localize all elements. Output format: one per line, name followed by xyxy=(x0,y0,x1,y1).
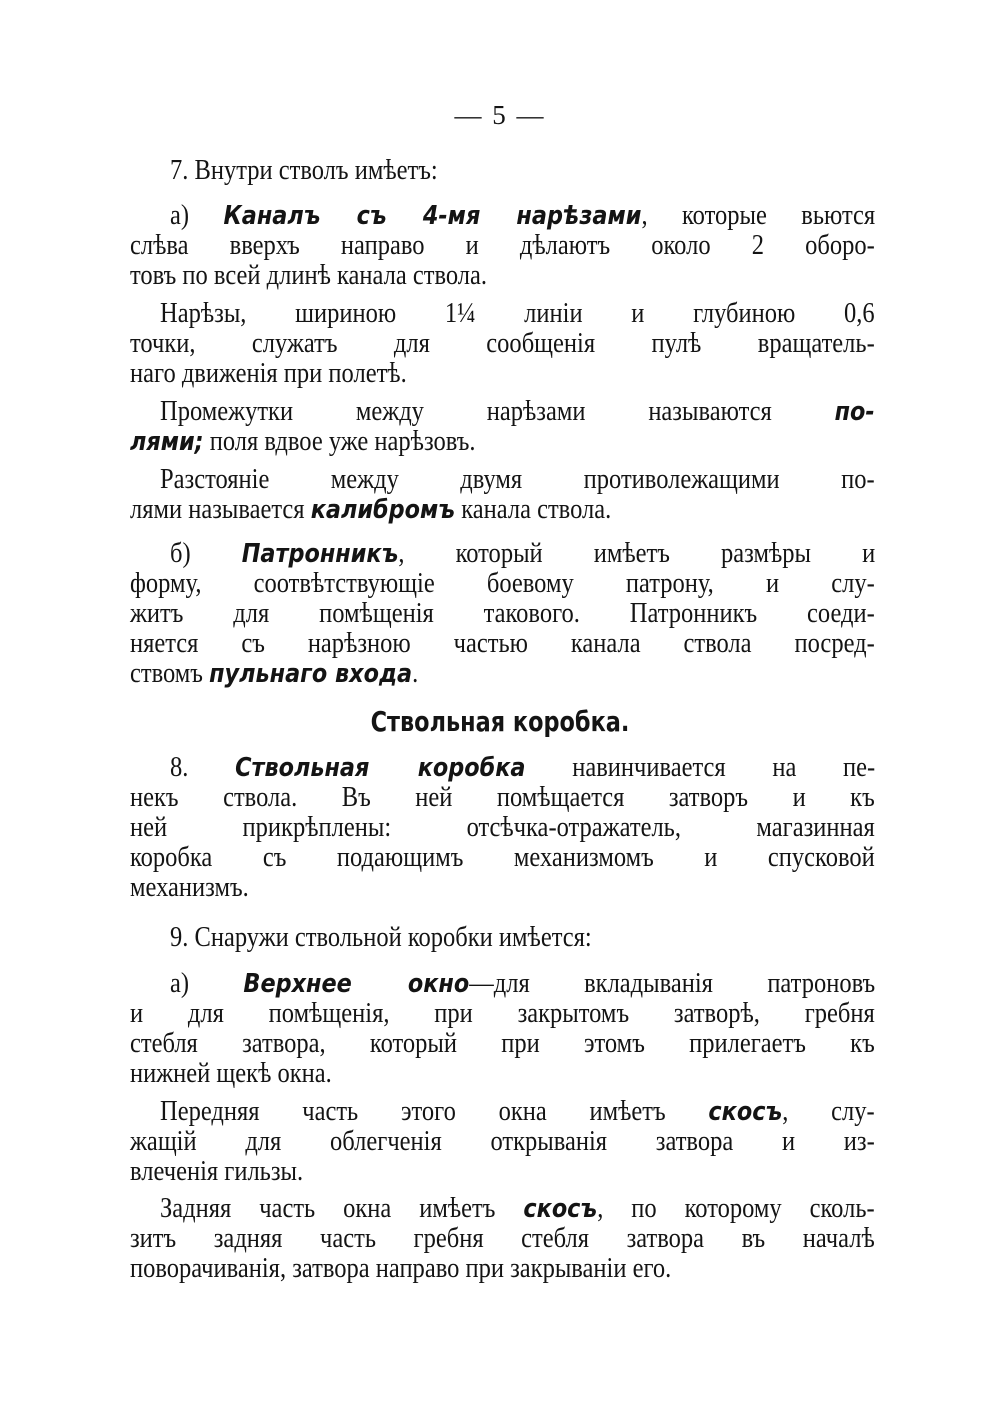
text-line xyxy=(130,426,875,458)
text-line: Разстояніе между двумя противолежащими по- xyxy=(160,464,875,495)
emphasized-term: Каналъ съ 4-мя нарѣзами xyxy=(223,201,642,231)
plain-text: Задняя часть окна имѣетъ xyxy=(160,1193,524,1224)
text-line: зитъ задняя часть гребня стебля затвора въ началѣ xyxy=(130,1223,875,1254)
text-line: житъ для помѣщенія такового. Патронникъ соеди- xyxy=(130,598,875,629)
emphasized-term: по- xyxy=(834,397,875,427)
plain-text: а) xyxy=(170,200,224,231)
plain-text: лями называется xyxy=(130,494,311,525)
text-line: ней прикрѣплены: отсѣчка-отражатель, магазинная xyxy=(130,812,875,843)
text-line xyxy=(160,396,875,428)
text-line: некъ ствола. Въ ней помѣщается затворъ и къ xyxy=(130,782,875,813)
text-line: няется съ нарѣзною частью канала ствола посред- xyxy=(130,628,875,659)
emphasized-term: калибромъ xyxy=(310,495,456,525)
plain-text: —для вкладыванія патроновъ xyxy=(469,968,876,999)
text-line: жащій для облегченія открыванія затвора и из- xyxy=(130,1126,875,1157)
text-line: 7. Внутри стволъ имѣетъ: xyxy=(170,155,438,186)
plain-text: , который имѣетъ размѣры и xyxy=(398,538,876,569)
plain-text: . xyxy=(412,658,419,689)
text-line: Нарѣзы, шириною 1¼ линіи и глубиною 0,6 xyxy=(160,298,875,329)
text-line: слѣва вверхъ направо и дѣлаютъ около 2 оборо- xyxy=(130,230,875,261)
text-line: товъ по всей длинѣ канала ствола. xyxy=(130,260,488,291)
plain-text: , слу- xyxy=(782,1096,875,1127)
plain-text: 8. xyxy=(170,752,236,783)
emphasized-term: Патронникъ xyxy=(241,539,399,569)
emphasized-term: лями; xyxy=(130,427,204,457)
plain-text: навинчивается на пе- xyxy=(525,752,876,783)
plain-text: Передняя часть этого окна имѣетъ xyxy=(160,1096,709,1127)
plain-text: ствомъ xyxy=(130,658,210,689)
text-line: 9. Снаружи ствольной коробки имѣется: xyxy=(170,922,592,953)
plain-text: а) xyxy=(170,968,244,999)
text-line: механизмъ. xyxy=(130,872,249,903)
text-line xyxy=(130,494,875,526)
plain-text: , по которому сколь- xyxy=(597,1193,875,1224)
text-line: стебля затвора, который при этомъ прилегаетъ къ xyxy=(130,1028,875,1059)
page-number: — 5 — xyxy=(454,100,546,130)
text-line: поворачиванія, затвора направо при закрываніи его. xyxy=(130,1253,672,1284)
plain-text: Промежутки между нарѣзами называются xyxy=(160,396,835,427)
text-line: коробка съ подающимъ механизмомъ и спусковой xyxy=(130,842,875,873)
text-line: и для помѣщенія, при закрытомъ затворѣ, гребня xyxy=(130,998,875,1029)
text-line xyxy=(160,1193,875,1225)
text-line: нижней щекѣ окна. xyxy=(130,1058,332,1089)
plain-text: канала ствола. xyxy=(455,494,612,525)
text-line: точки, служатъ для сообщенія пулѣ вращатель- xyxy=(130,328,875,359)
text-line: форму, соотвѣтствующіе боевому патрону, и слу- xyxy=(130,568,875,599)
emphasized-term: пульнаго входа xyxy=(209,659,413,689)
text-line: наго движенія при полетѣ. xyxy=(130,358,407,389)
plain-text: , которые вьются xyxy=(641,200,876,231)
text-line xyxy=(170,752,875,784)
emphasized-term: Верхнее окно xyxy=(243,969,470,999)
emphasized-term: скосъ xyxy=(523,1194,598,1224)
section-heading: Ствольная коробка. xyxy=(370,705,630,738)
emphasized-term: Ствольная коробка xyxy=(235,753,526,783)
plain-text: б) xyxy=(170,538,242,569)
text-line: влеченія гильзы. xyxy=(130,1156,304,1187)
text-line xyxy=(130,658,875,690)
text-line xyxy=(170,968,875,1000)
text-line xyxy=(170,538,875,570)
emphasized-term: скосъ xyxy=(708,1097,783,1127)
text-line xyxy=(170,200,875,232)
text-line xyxy=(160,1096,875,1128)
plain-text: поля вдвое уже нарѣзовъ. xyxy=(203,426,476,457)
